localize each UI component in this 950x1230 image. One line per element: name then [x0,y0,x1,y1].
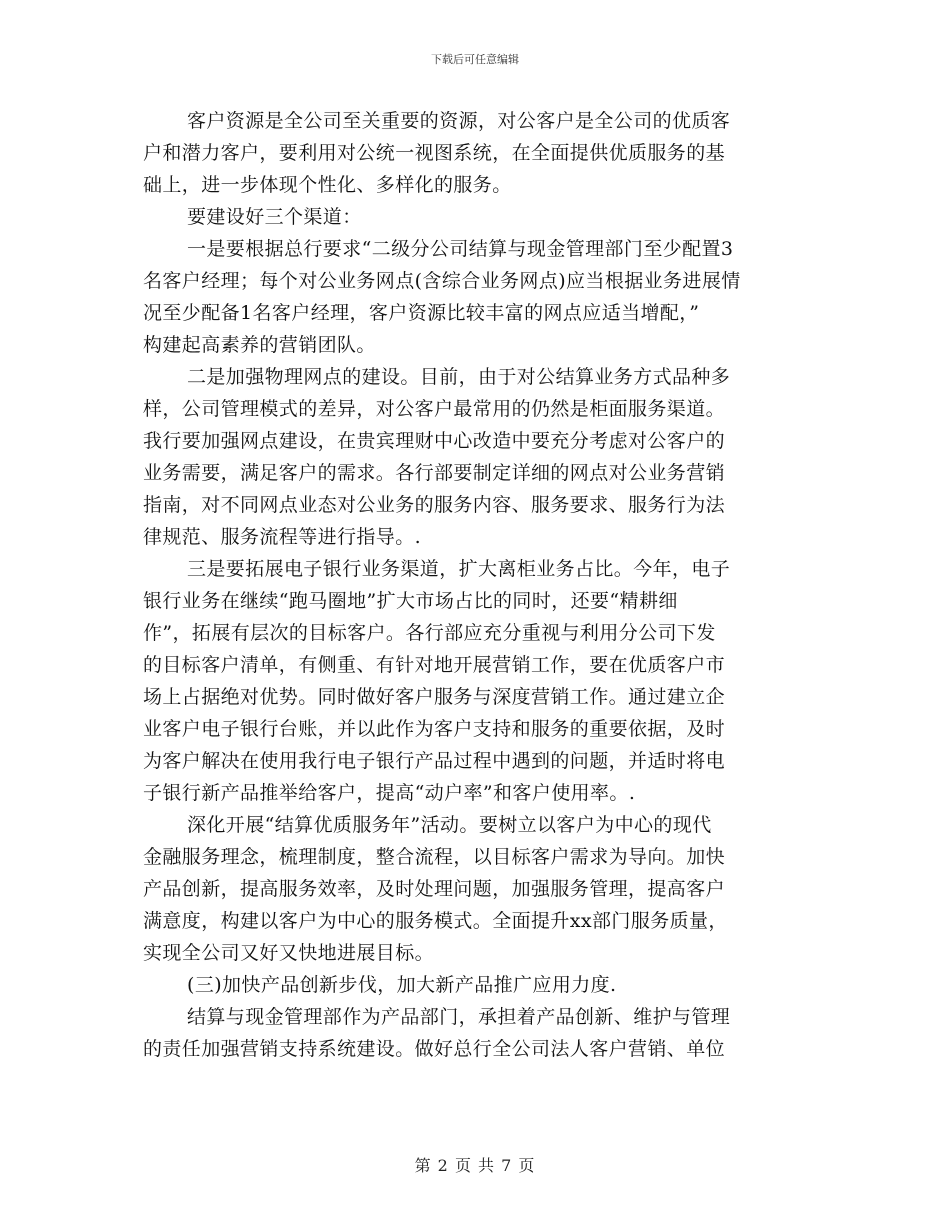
body-line: 样，公司管理模式的差异，对公客户最常用的仍然是柜面服务渠道。 [143,398,726,420]
page-header-note: 下载后可任意编辑 [431,53,519,66]
body-line: 我行要加强网点建设，在贵宾理财中心改造中要充分考虑对公客户的 [143,430,726,452]
body-line: 深化开展“结算优质服务年”活动。要树立以客户为中心的现代 [187,814,712,836]
body-line: 为客户解决在使用我行电子银行产品过程中遇到的问题，并适时将电 [143,750,726,772]
page-number: 第 2 页 共 7 页 [414,1156,536,1175]
body-line: 况至少配备1名客户经理，客户资源比较丰富的网点应适当增配，” [143,302,700,324]
body-line: 满意度，构建以客户为中心的服务模式。全面提升xx部门服务质量， [143,910,728,932]
document-body [143,105,803,1065]
body-line: 要建设好三个渠道： [187,206,362,228]
body-line: 的责任加强营销支持系统建设。做好总行全公司法人客户营销、单位 [143,1038,726,1060]
body-line: 的目标客户清单，有侧重、有针对地开展营销工作，要在优质客户市 [143,654,726,676]
body-line: 础上，进一步体现个性化、多样化的服务。 [143,174,512,196]
body-line: 银行业务在继续“跑马圈地”扩大市场占比的同时，还要“精耕细 [143,590,678,612]
body-line: 客户资源是全公司至关重要的资源，对公客户是全公司的优质客 [187,110,731,132]
body-line: 业客户电子银行台账，并以此作为客户支持和服务的重要依据，及时 [143,718,726,740]
body-line: 作”，拓展有层次的目标客户。各行部应充分重视与利用分公司下发 [143,622,716,644]
body-line: 实现全公司又好又快地进展目标。 [143,942,435,964]
body-line: 名客户经理；每个对公业务网点(含综合业务网点)应当根据业务进展情 [143,270,741,292]
body-line: 户和潜力客户，要利用对公统一视图系统，在全面提供优质服务的基 [143,142,726,164]
body-line: 业务需要，满足客户的需求。各行部要制定详细的网点对公业务营销 [143,462,726,484]
body-line: 三是要拓展电子银行业务渠道，扩大离柜业务占比。今年，电子 [187,558,731,580]
body-line: 律规范、服务流程等进行指导。. [143,526,422,548]
body-line: 指南，对不同网点业态对公业务的服务内容、服务要求、服务行为法 [143,494,726,516]
body-line: 金融服务理念，梳理制度，整合流程，以目标客户需求为导向。加快 [143,846,726,868]
body-line: 一是要根据总行要求“二级分公司结算与现金管理部门至少配置3 [187,238,734,260]
body-line: 产品创新，提高服务效率，及时处理问题，加强服务管理，提高客户 [143,878,726,900]
body-line: 子银行新产品推举给客户，提高“动户率”和客户使用率。. [143,782,636,804]
body-line: 场上占据绝对优势。同时做好客户服务与深度营销工作。通过建立企 [143,686,726,708]
body-line: 构建起高素养的营销团队。 [143,334,376,356]
body-line: 结算与现金管理部作为产品部门，承担着产品创新、维护与管理 [187,1006,731,1028]
body-line: (三)加快产品创新步伐，加大新产品推广应用力度. [187,974,617,996]
body-line: 二是加强物理网点的建设。目前，由于对公结算业务方式品种多 [187,366,731,388]
